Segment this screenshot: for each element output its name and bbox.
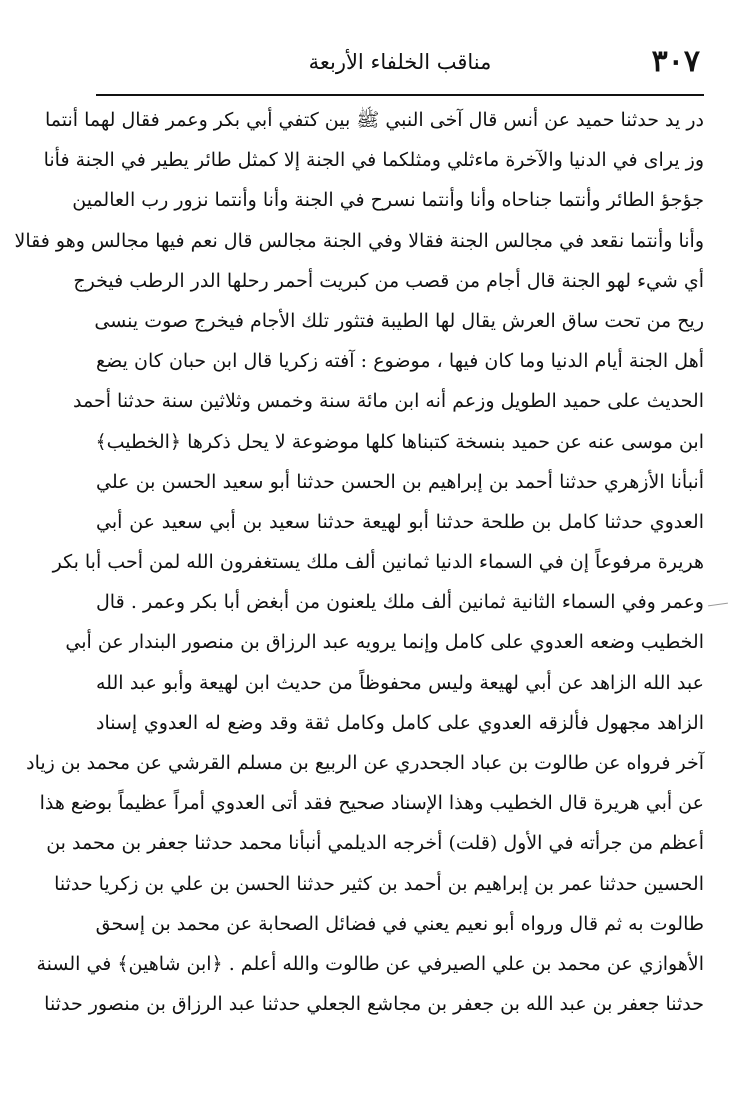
text-line: در يد حدثنا حميد عن أنس قال آخى النبي ﷺ بين كتفي أبي بكر وعمر فقال لهما أنتما bbox=[44, 109, 704, 131]
text-line: طالوت به ثم قال ورواه أبو نعيم يعني في فضائل الصحابة عن محمد بن إسحق bbox=[95, 912, 704, 935]
page-number: ٣٠٧ bbox=[651, 44, 700, 79]
text-line: الأهوازي عن محمد بن علي الصيرفي عن طالوت والله أعلم . ﴿ابن شاهين﴾ في السنة bbox=[36, 952, 704, 975]
text-line: الحديث على حميد الطويل وزعم أنه ابن مائة سنة وخمس وثلاثين سنة حدثنا أحمد bbox=[73, 390, 704, 413]
text-line: أعظم من جرأته في الأول (قلت) أخرجه الديلمي أنبأنا محمد حدثنا جعفر بن محمد بن bbox=[46, 832, 704, 855]
text-line: عن أبي هريرة قال الخطيب وهذا الإسناد صحيح فقد أتى العدوي أمراً عظيماً بوضع هذا bbox=[39, 792, 704, 815]
text-line: الخطيب وضعه العدوي على كامل وإنما يرويه عبد الرزاق بن منصور البندار عن أبي bbox=[65, 631, 704, 654]
text-line: أهل الجنة أيام الدنيا وما كان فيها ، موضوع : آفته زكريا قال ابن حبان كان يضع bbox=[96, 350, 704, 373]
text-line: الزاهد مجهول فألزقه العدوي على كامل وكامل ثقة وقد وضع له العدوي إسناد bbox=[96, 711, 704, 734]
text-line: جؤجؤ الطائر وأنتما جناحاه وأنا وأنتما نسرح في الجنة وأنا وأنتما نزور رب العالمين bbox=[72, 189, 704, 212]
text-line: أنبأنا الأزهري حدثنا أحمد بن إبراهيم بن الحسن حدثنا أبو سعيد الحسن بن علي bbox=[96, 470, 704, 493]
text-line: وز يراى في الدنيا والآخرة ماءثلي ومثلكما في الجنة إلا كمثل طائر يطير في الجنة فأنا bbox=[43, 149, 704, 172]
text-line: آخر فرواه عن طالوت بن عباد الجحدري عن الربيع بن مسلم القرشي عن محمد بن زياد bbox=[26, 752, 704, 774]
text-line: ريح من تحت ساق العرش يقال لها الطيبة فتثور تلك الأجام فيخرج صوت ينسى bbox=[94, 309, 704, 332]
page-header bbox=[100, 40, 700, 96]
text-line: وعمر وفي السماء الثانية ثمانين ألف ملك يلعنون من أبغض أبا بكر وعمر . قال bbox=[96, 591, 704, 614]
text-line: ابن موسى عنه عن حميد بنسخة كتبناها كلها موضوعة لا يحل ذكرها ﴿الخطيب﴾ bbox=[95, 430, 704, 453]
text-line: العدوي حدثنا كامل بن طلحة حدثنا أبو لهيعة حدثنا سعيد بن أبي سعيد عن أبي bbox=[96, 510, 704, 533]
text-line: هريرة مرفوعاً إن في السماء الدنيا ثمانين ألف ملك يستغفرون الله لمن أحب أبا بكر bbox=[52, 551, 704, 574]
running-title: مناقب الخلفاء الأربعة bbox=[308, 50, 492, 74]
scan-mark bbox=[708, 603, 728, 607]
text-line: أي شيء لهو الجنة قال أجام من قصب من كبريت أحمر رحلها الدر الرطب فيخرج bbox=[73, 269, 704, 292]
text-line: عبد الله الزاهد عن أبي لهيعة وليس محفوظاً من حديث ابن لهيعة وأبو عبد الله bbox=[96, 671, 704, 694]
text-line: حدثنا جعفر بن عبد الله بن جعفر بن مجاشع الجعلي حدثنا عبد الرزاق بن منصور حدثنا bbox=[44, 993, 704, 1016]
header-rule bbox=[96, 94, 704, 96]
body-text bbox=[14, 100, 704, 1024]
text-line: وأنا وأنتما نقعد في مجالس الجنة فقالا وفي الجنة مجالس قال نعم فيها مجالس وهو فقالا bbox=[14, 229, 704, 252]
text-line: الحسين حدثنا عمر بن إبراهيم بن أحمد بن كثير حدثنا الحسن بن علي بن زكريا حدثنا bbox=[54, 872, 704, 895]
